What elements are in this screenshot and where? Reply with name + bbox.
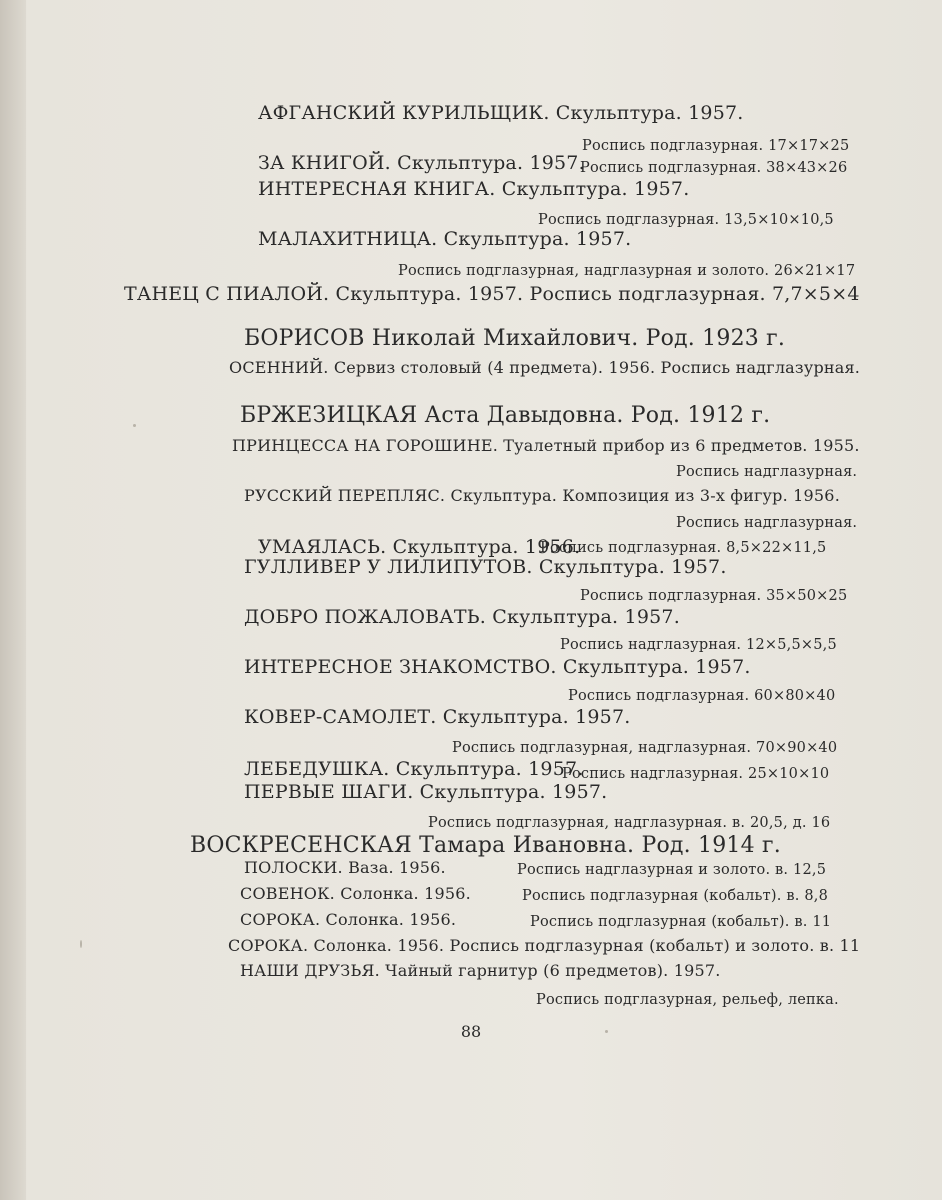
entry-title: АФГАНСКИЙ КУРИЛЬЩИК. Скульптура. 1957. xyxy=(258,102,744,124)
entry-details: Роспись подглазурная. 8,5×22×11,5 xyxy=(540,540,827,556)
book-spine-shadow xyxy=(0,0,26,1200)
entry-title: ЛЕБЕДУШКА. Скульптура. 1957. xyxy=(244,758,584,780)
entry-details: Роспись подглазурная, надглазурная. 70×90×40 xyxy=(452,740,838,756)
entry-title: УМАЯЛАСЬ. Скульптура. 1956. xyxy=(258,536,581,558)
entry-title: СОВЕНОК. Солонка. 1956. xyxy=(240,884,471,903)
entry-title: ПРИНЦЕССА НА ГОРОШИНЕ. Туалетный прибор из 6 предметов. 1955. xyxy=(232,436,860,455)
entry-details: Роспись надглазурная. 25×10×10 xyxy=(562,766,830,782)
paper-speck xyxy=(80,940,82,948)
entry-details: Роспись подглазурная. 38×43×26 xyxy=(580,160,848,176)
page-number: 88 xyxy=(460,1022,482,1041)
entry-details: Роспись подглазурная. 13,5×10×10,5 xyxy=(538,212,834,228)
entry-title: НАШИ ДРУЗЬЯ. Чайный гарнитур (6 предметов). 1957. xyxy=(240,961,721,980)
entry-title: ИНТЕРЕСНОЕ ЗНАКОМСТВО. Скульптура. 1957. xyxy=(244,656,751,678)
entry-details: Роспись подглазурная. 17×17×25 xyxy=(582,138,850,154)
entry-title: СОРОКА. Солонка. 1956. xyxy=(240,910,457,929)
entry-title: ЗА КНИГОЙ. Скульптура. 1957. xyxy=(258,152,585,174)
author-heading: ВОСКРЕСЕНСКАЯ Тамара Ивановна. Род. 1914 г. xyxy=(190,833,781,858)
entry-details: Роспись подглазурная (кобальт). в. 8,8 xyxy=(522,888,828,904)
author-heading: БРЖЕЗИЦКАЯ Аста Давыдовна. Род. 1912 г. xyxy=(240,403,771,428)
entry-title: ГУЛЛИВЕР У ЛИЛИПУТОВ. Скульптура. 1957. xyxy=(244,556,727,578)
entry-title: МАЛАХИТНИЦА. Скульптура. 1957. xyxy=(258,228,632,250)
entry-title: ПЕРВЫЕ ШАГИ. Скульптура. 1957. xyxy=(244,781,608,803)
entry-details: Роспись надглазурная и золото. в. 12,5 xyxy=(517,862,827,878)
entry-title: ИНТЕРЕСНАЯ КНИГА. Скульптура. 1957. xyxy=(258,178,690,200)
entry-details: Роспись подглазурная, надглазурная и золото. 26×21×17 xyxy=(398,263,856,279)
entry-details: Роспись подглазурная. 60×80×40 xyxy=(568,688,836,704)
entry-details: Роспись надглазурная. xyxy=(676,464,858,480)
author-heading: БОРИСОВ Николай Михайлович. Род. 1923 г. xyxy=(244,326,786,351)
entry-details: Роспись надглазурная. xyxy=(676,515,858,531)
entry-details: Роспись подглазурная, рельеф, лепка. xyxy=(536,992,839,1008)
entry-details: Роспись подглазурная. 35×50×25 xyxy=(580,588,848,604)
entry-details: Роспись надглазурная. 12×5,5×5,5 xyxy=(560,637,837,653)
entry-title: СОРОКА. Солонка. 1956. Роспись подглазурная (кобальт) и золото. в. 11 xyxy=(228,936,861,955)
entry-title: РУССКИЙ ПЕРЕПЛЯС. Скульптура. Композиция из 3-х фигур. 1956. xyxy=(244,486,840,505)
entry-title: ПОЛОСКИ. Ваза. 1956. xyxy=(244,858,446,877)
entry-details: Роспись подглазурная, надглазурная. в. 20,5, д. 16 xyxy=(428,815,831,831)
entry-title: КОВЕР-САМОЛЕТ. Скульптура. 1957. xyxy=(244,706,631,728)
paper-speck xyxy=(133,424,136,427)
entry-title: ДОБРО ПОЖАЛОВАТЬ. Скульптура. 1957. xyxy=(244,606,680,628)
entry-title: ТАНЕЦ С ПИАЛОЙ. Скульптура. 1957. Роспись подглазурная. 7,7×5×4 xyxy=(124,283,860,305)
entry-details: Роспись подглазурная (кобальт). в. 11 xyxy=(530,914,832,930)
entry-title: ОСЕННИЙ. Сервиз столовый (4 предмета). 1956. Роспись надглазурная. xyxy=(229,358,861,377)
